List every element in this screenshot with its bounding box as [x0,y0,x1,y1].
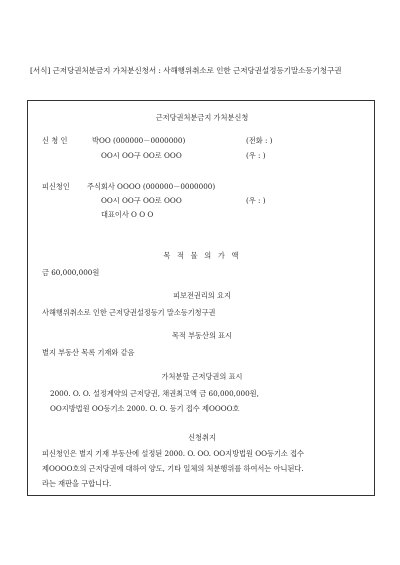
applicant-postal: (우 : ) [246,151,266,160]
disposition-line-1: 2000. O. O. 설정계약의 근저당권, 채권최고액 금 60,000,000원, [50,389,259,398]
applicant-address: OO시 OO구 OO로 OOO [101,151,182,160]
respondent-label: 피신청인 [42,182,70,191]
respondent-postal: (우 : ) [246,196,266,205]
purpose-line-1: 피신청인은 별지 기재 부동산에 설정된 2000. O. OO. OO지방법원 OO등기소 접수 [42,449,304,458]
disposition-heading: 가처분할 근저당권의 표시 [161,372,243,381]
property-heading: 목적 부동산의 표시 [171,331,233,340]
form-title: 근저당권처분금지 가처분신청 [155,113,249,122]
disposition-line-2: OO지방법원 OO등기소 2000. O. O. 등기 접수 제OOOO호 [50,404,240,413]
purpose-heading: 신청취지 [188,433,216,442]
target-value-heading: 목 적 물 의 가 액 [163,251,241,260]
form-caption: [서식] 근저당권처분금지 가처분신청서 : 사해행위취소로 인한 근저당권설정등기말소등기청구권 [30,66,342,75]
respondent-representative: 대표이사 O O O [101,210,154,219]
applicant-label: 신 청 인 [42,136,68,145]
application-form [27,100,375,496]
applicant-name: 박OO (000000－0000000) [92,136,186,145]
purpose-line-2: 제OOOO호의 근저당권에 대하여 양도, 기타 일체의 처분행위를 하여서는 아니된다. [42,464,304,473]
applicant-phone: (전화 : ) [246,136,273,145]
respondent-name: 주식회사 OOOO (000000－0000000) [87,182,216,191]
preserved-right: 사해행위취소로 인한 근저당권설정등기 말소등기청구권 [42,308,216,317]
preserved-right-heading: 피보전권리의 요지 [173,291,231,300]
respondent-address: OO시 OO구 OO로 OOO [101,196,182,205]
purpose-line-3: 라는 재판을 구합니다. [42,479,112,488]
target-value: 금 60,000,000원 [42,268,100,277]
property-description: 별지 부동산 목록 기재와 같음 [42,348,135,357]
